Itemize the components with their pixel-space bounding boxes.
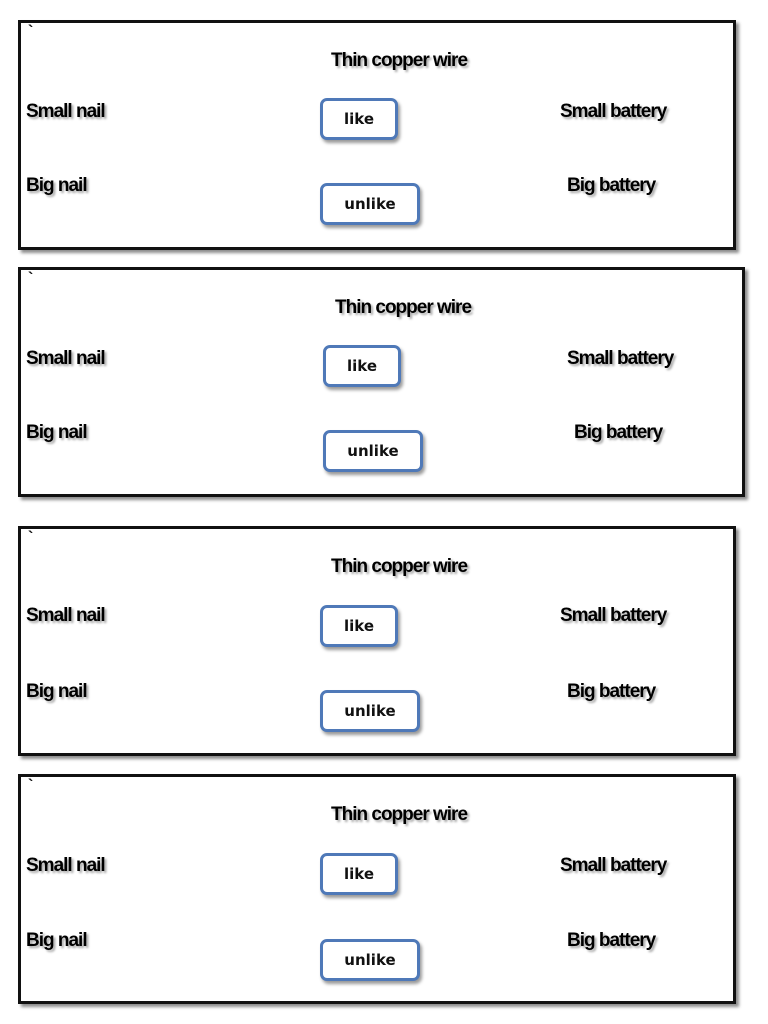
- unlike-button[interactable]: unlike: [320, 183, 420, 225]
- small-battery-label: Small battery: [560, 101, 667, 122]
- backtick-mark: `: [28, 777, 34, 794]
- backtick-mark: `: [28, 270, 34, 287]
- thin-copper-wire-label: Thin copper wire: [331, 556, 468, 577]
- big-nail-label: Big nail: [26, 422, 87, 443]
- thin-copper-wire-label: Thin copper wire: [331, 50, 468, 71]
- backtick-mark: `: [28, 529, 34, 546]
- small-nail-label: Small nail: [26, 855, 105, 876]
- big-nail-label: Big nail: [26, 681, 87, 702]
- big-battery-label: Big battery: [574, 422, 663, 443]
- like-button[interactable]: like: [320, 605, 398, 647]
- big-nail-label: Big nail: [26, 175, 87, 196]
- big-battery-label: Big battery: [567, 930, 656, 951]
- small-nail-label: Small nail: [26, 348, 105, 369]
- small-battery-label: Small battery: [560, 855, 667, 876]
- thin-copper-wire-label: Thin copper wire: [335, 297, 472, 318]
- like-button[interactable]: like: [323, 345, 401, 387]
- card-1: [18, 20, 736, 250]
- like-button[interactable]: like: [320, 853, 398, 895]
- card-2: [18, 267, 745, 497]
- small-battery-label: Small battery: [567, 348, 674, 369]
- like-button[interactable]: like: [320, 98, 398, 140]
- unlike-button[interactable]: unlike: [320, 939, 420, 981]
- unlike-button[interactable]: unlike: [323, 430, 423, 472]
- small-battery-label: Small battery: [560, 605, 667, 626]
- unlike-button[interactable]: unlike: [320, 690, 420, 732]
- big-battery-label: Big battery: [567, 681, 656, 702]
- card-4: [18, 774, 736, 1004]
- thin-copper-wire-label: Thin copper wire: [331, 804, 468, 825]
- small-nail-label: Small nail: [26, 605, 105, 626]
- card-3: [18, 526, 736, 756]
- big-nail-label: Big nail: [26, 930, 87, 951]
- big-battery-label: Big battery: [567, 175, 656, 196]
- backtick-mark: `: [28, 23, 34, 40]
- small-nail-label: Small nail: [26, 101, 105, 122]
